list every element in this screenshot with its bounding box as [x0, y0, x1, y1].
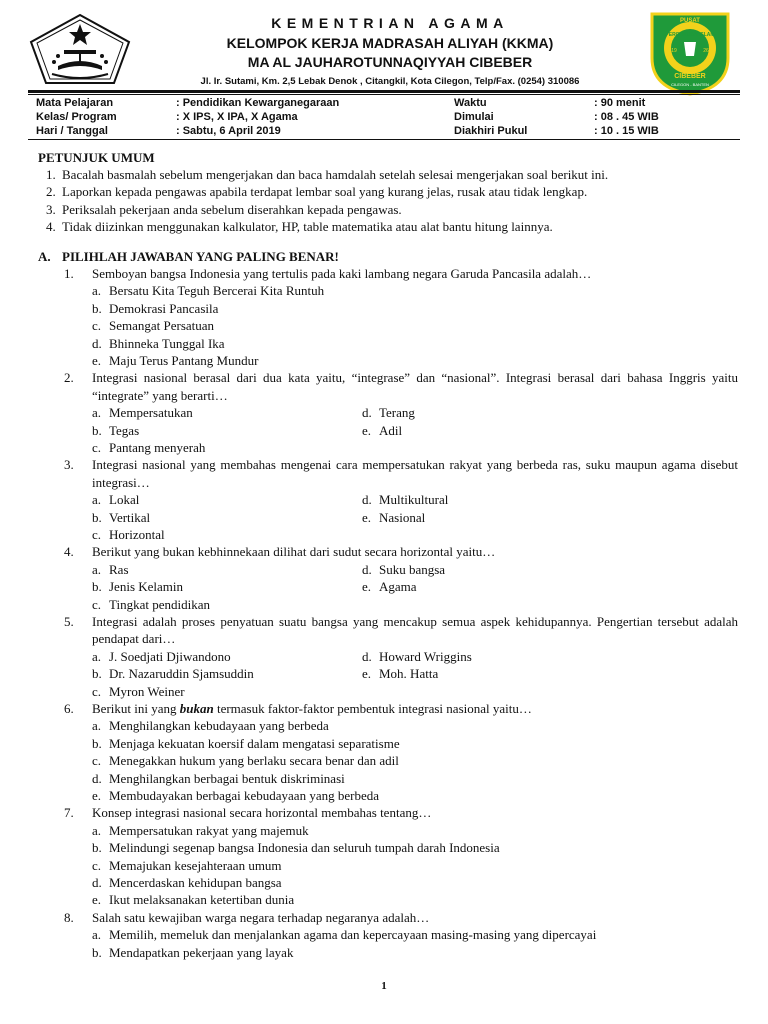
option: e. Agama: [362, 579, 417, 595]
option: a. Menghilangkan kebudayaan yang berbeda: [92, 718, 329, 734]
option: d. Howard Wriggins: [362, 648, 472, 664]
svg-text:PERGURUAN ISLAM: PERGURUAN ISLAM: [665, 32, 715, 38]
option: e. Ikut melaksanakan ketertiban dunia: [92, 892, 295, 908]
question-2: 2. Integrasi nasional berasal dari dua kata yaitu, “integrase” dan “nasional”. Integrasi berasal dari bahasa Inggris yaitu “integrate” yang berarti…: [64, 370, 738, 403]
info-label: Mata Pelajaran: [36, 97, 114, 109]
general-instructions-list: [38, 166, 738, 236]
page-number: 1: [381, 980, 387, 992]
option: a. Lokal: [92, 492, 140, 508]
list-item: 1. Bacalah basmalah sebelum mengerjakan dan baca hamdalah setelah selesai mengerjakan soal berikut ini.: [46, 167, 609, 182]
ministry-of-religion-emblem-icon: [28, 12, 132, 86]
option: b. Vertikal: [92, 509, 151, 525]
info-value: : Pendidikan Kewarganegaraan: [176, 97, 340, 109]
school-address: Jl. Ir. Sutami, Km. 2,5 Lebak Denok , Citangkil, Kota Cilegon, Telp/Fax. (0254) 310086: [200, 76, 580, 87]
question-8: 8. Salah satu kewajiban warga negara terhadap negaranya adalah…: [64, 909, 430, 925]
info-row: [28, 111, 740, 124]
svg-text:CILEGON - BANTEN: CILEGON - BANTEN: [671, 82, 709, 87]
info-row: [28, 97, 740, 110]
option: b. Mendapatkan pekerjaan yang layak: [92, 944, 294, 960]
options-1: [38, 282, 738, 369]
info-row: [28, 125, 740, 138]
options-8: [38, 926, 738, 961]
option: a. Mempersatukan rakyat yang majemuk: [92, 822, 309, 838]
option: d. Menghilangkan berbagai bentuk diskriminasi: [92, 770, 345, 786]
option: c. Horizontal: [92, 527, 165, 543]
info-value: : 90 menit: [594, 97, 646, 109]
ministry-name: KEMENTRIAN AGAMA: [271, 15, 509, 31]
info-value: : 08 . 45 WIB: [594, 111, 659, 123]
option: a. Ras: [92, 561, 129, 577]
info-value: : 10 . 15 WIB: [594, 125, 659, 137]
svg-text:26: 26: [703, 48, 709, 54]
info-label: Kelas/ Program: [36, 111, 117, 123]
option: c. Memajukan kesejahteraan umum: [92, 857, 282, 873]
option: d. Terang: [362, 405, 415, 421]
general-instructions-title: PETUNJUK UMUM: [38, 150, 155, 165]
question-6: 6. Berikut ini yang bukan termasuk faktor-faktor pembentuk integrasi nasional yaitu…: [64, 701, 532, 716]
list-item: 4. Tidak diizinkan menggunakan kalkulator, HP, table matematika atau alat bantu hitung lainnya.: [46, 219, 553, 235]
option: d. Suku bangsa: [362, 561, 446, 577]
options-7: [38, 822, 738, 909]
info-label: Waktu: [454, 97, 487, 109]
section-title: A. PILIHLAH JAWABAN YANG PALING BENAR!: [38, 248, 339, 264]
option: c. Myron Weiner: [92, 683, 185, 699]
svg-text:PUSAT: PUSAT: [680, 18, 700, 24]
info-label: Diakhiri Pukul: [454, 125, 528, 137]
info-label: Hari / Tanggal: [36, 125, 108, 137]
list-item: 2. Laporkan kepada pengawas apabila terdapat lembar soal yang kurang jelas, rusak atau tidak lengkap.: [46, 184, 588, 200]
option: d. Multikultural: [362, 492, 449, 508]
header-divider-thick: [28, 90, 740, 93]
option: c. Tingkat pendidikan: [92, 596, 210, 612]
list-item: 3. Periksalah pekerjaan anda sebelum diserahkan kepada pengawas.: [46, 201, 402, 217]
options-6: [38, 717, 738, 804]
option: e. Membudayakan berbagai kebudayaan yang berbeda: [92, 788, 379, 804]
options-5: [38, 648, 738, 700]
option: a. J. Soedjati Djiwandono: [92, 648, 231, 664]
option: b. Jenis Kelamin: [92, 579, 184, 595]
info-label: Dimulai: [454, 111, 494, 123]
option: b. Dr. Nazaruddin Sjamsuddin: [92, 666, 254, 682]
option: b. Melindungi segenap bangsa Indonesia dan seluruh tumpah darah Indonesia: [92, 840, 500, 856]
info-value: : X IPS, X IPA, X Agama: [176, 111, 298, 123]
option: e. Maju Terus Pantang Mundur: [92, 353, 259, 369]
option: e. Adil: [362, 422, 403, 438]
perguruan-islam-cibeber-logo-icon: [648, 8, 732, 96]
school-name: MA AL JAUHAROTUNNAQIYYAH CIBEBER: [247, 54, 533, 70]
option: a. Memilih, memeluk dan menjalankan agama dan kepercayaan masing-masing yang dipercayai: [92, 927, 597, 943]
option: e. Moh. Hatta: [362, 666, 439, 682]
svg-text:CIBEBER: CIBEBER: [674, 73, 706, 80]
option: c. Semangat Persatuan: [92, 318, 215, 334]
option: c. Pantang menyerah: [92, 440, 206, 456]
group-name: KELOMPOK KERJA MADRASAH ALIYAH (KKMA): [226, 35, 554, 51]
option: d. Mencerdaskan kehidupan bangsa: [92, 875, 282, 891]
question-7: 7. Konsep integrasi nasional secara horizontal membahas tentang…: [64, 805, 432, 821]
header-divider-thin: [28, 94, 740, 95]
exam-info-table: [28, 96, 740, 140]
option: b. Demokrasi Pancasila: [92, 300, 219, 316]
letterhead: [0, 0, 768, 92]
question-3: 3. Integrasi nasional yang membahas mengenai cara mempersatukan rakyat yang berbeda ras, suku maupun agama disebut integrasi…: [64, 457, 738, 490]
exam-content: [38, 150, 738, 961]
option: c. Menegakkan hukum yang berlaku secara benar dan adil: [92, 753, 399, 769]
options-3: [38, 491, 738, 543]
emphasis-word: bukan: [179, 701, 214, 716]
letterhead-text: [140, 14, 640, 88]
option: b. Menjaga kekuatan koersif dalam mengatasi separatisme: [92, 735, 400, 751]
question-1: 1. Semboyan bangsa Indonesia yang tertulis pada kaki lambang negara Garuda Pancasila adalah…: [64, 266, 592, 282]
option: a. Bersatu Kita Teguh Bercerai Kita Runtuh: [92, 283, 325, 299]
question-5: 5. Integrasi adalah proses penyatuan suatu bangsa yang mencakup semua aspek kehidupannya. Pengertian tersebut adalah pendapat dari…: [64, 614, 738, 647]
option: a. Mempersatukan: [92, 405, 193, 421]
option: d. Bhinneka Tunggal Ika: [92, 335, 225, 351]
info-value: : Sabtu, 6 April 2019: [176, 125, 281, 137]
options-4: [38, 561, 738, 613]
question-4: 4. Berikut yang bukan kebhinnekaan dilihat dari sudut secara horizontal yaitu…: [64, 544, 496, 560]
options-2: [38, 404, 738, 456]
option: b. Tegas: [92, 422, 140, 438]
option: e. Nasional: [362, 509, 426, 525]
svg-text:19: 19: [671, 48, 677, 54]
